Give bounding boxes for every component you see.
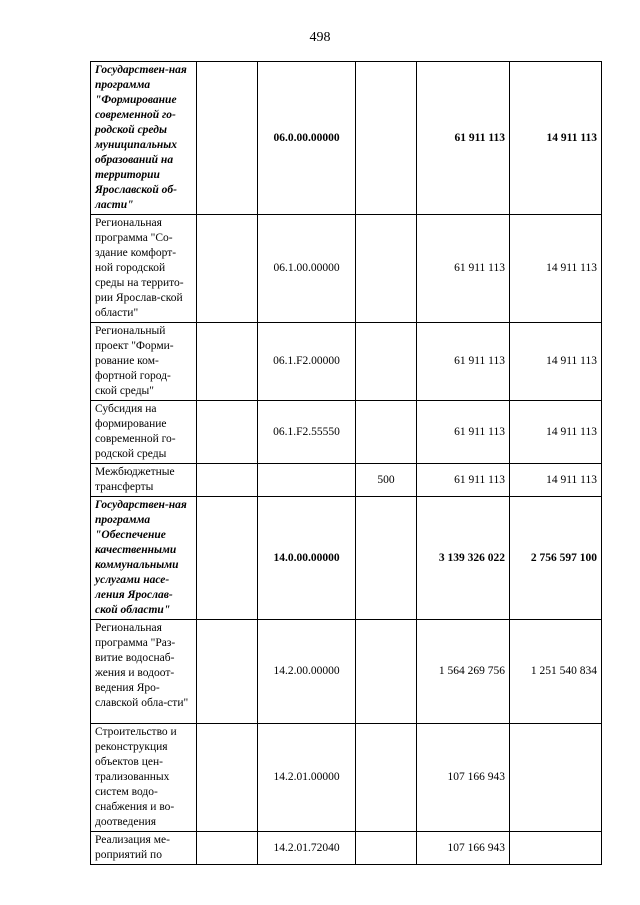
budget-table — [90, 61, 602, 865]
table-row — [91, 724, 602, 832]
row-expense-type-cell — [356, 724, 417, 832]
table-row — [91, 620, 602, 724]
table-row — [91, 62, 602, 215]
row-sum-2024-cell: 14 911 113 — [510, 62, 602, 215]
row-empty-cell — [197, 464, 258, 497]
table-row — [91, 832, 602, 865]
row-name-cell: Строительство и реконструкция объектов цен-трализованных систем водо-снабжения и во-доотведения — [91, 724, 197, 832]
row-code-cell: 14.0.00.00000 — [258, 497, 356, 620]
row-expense-type-cell — [356, 215, 417, 323]
row-expense-type-cell: 500 — [356, 464, 417, 497]
row-code-cell: 06.1.00.00000 — [258, 215, 356, 323]
table-row — [91, 497, 602, 620]
row-name-cell: Государствен-ная программа "Обеспечение качественными коммунальными услугами насе-ления Ярослав-ской области" — [91, 497, 197, 620]
row-empty-cell — [197, 323, 258, 401]
row-sum-2024-cell — [510, 724, 602, 832]
row-sum-2024-cell: 1 251 540 834 — [510, 620, 602, 724]
row-name-cell: Субсидия на формирование современной го-родской среды — [91, 401, 197, 464]
table-row — [91, 464, 602, 497]
row-code-cell: 06.1.F2.00000 — [258, 323, 356, 401]
row-code-cell — [258, 464, 356, 497]
row-sum-2023-cell: 3 139 326 022 — [417, 497, 510, 620]
row-empty-cell — [197, 724, 258, 832]
row-empty-cell — [197, 497, 258, 620]
row-expense-type-cell — [356, 497, 417, 620]
row-sum-2023-cell: 61 911 113 — [417, 215, 510, 323]
row-name-cell: Реализация ме-роприятий по — [91, 832, 197, 865]
table-row — [91, 215, 602, 323]
row-name-cell: Региональный проект "Форми-рование ком-фортной город-ской среды" — [91, 323, 197, 401]
row-code-cell: 06.1.F2.55550 — [258, 401, 356, 464]
row-sum-2023-cell: 61 911 113 — [417, 464, 510, 497]
row-code-cell: 06.0.00.00000 — [258, 62, 356, 215]
row-empty-cell — [197, 215, 258, 323]
table-row — [91, 401, 602, 464]
row-sum-2024-cell: 14 911 113 — [510, 464, 602, 497]
row-sum-2023-cell: 107 166 943 — [417, 724, 510, 832]
row-empty-cell — [197, 620, 258, 724]
row-name-cell: Государствен-ная программа "Формирование современной го-родской среды муниципальных образований на территории Ярославской об-ласти" — [91, 62, 197, 215]
row-expense-type-cell — [356, 620, 417, 724]
row-expense-type-cell — [356, 832, 417, 865]
row-sum-2023-cell: 61 911 113 — [417, 62, 510, 215]
row-name-cell: Межбюджетные трансферты — [91, 464, 197, 497]
row-sum-2023-cell: 61 911 113 — [417, 401, 510, 464]
row-sum-2024-cell: 14 911 113 — [510, 323, 602, 401]
table-row — [91, 323, 602, 401]
budget-table-body — [91, 62, 602, 865]
page-number: 498 — [309, 30, 331, 45]
row-expense-type-cell — [356, 401, 417, 464]
row-sum-2024-cell: 14 911 113 — [510, 401, 602, 464]
row-sum-2023-cell: 61 911 113 — [417, 323, 510, 401]
row-sum-2024-cell: 14 911 113 — [510, 215, 602, 323]
row-name-cell: Региональная программа "Раз-витие водоснаб-жения и водоот-ведения Яро-славской обла-сти" — [91, 620, 197, 724]
row-empty-cell — [197, 401, 258, 464]
row-sum-2023-cell: 107 166 943 — [417, 832, 510, 865]
row-code-cell: 14.2.00.00000 — [258, 620, 356, 724]
row-code-cell: 14.2.01.72040 — [258, 832, 356, 865]
row-expense-type-cell — [356, 62, 417, 215]
row-code-cell: 14.2.01.00000 — [258, 724, 356, 832]
row-sum-2023-cell: 1 564 269 756 — [417, 620, 510, 724]
row-empty-cell — [197, 832, 258, 865]
row-sum-2024-cell: 2 756 597 100 — [510, 497, 602, 620]
row-sum-2024-cell — [510, 832, 602, 865]
row-empty-cell — [197, 62, 258, 215]
row-name-cell: Региональная программа "Со-здание комфорт-ной городской среды на террито-рии Ярослав-ской области" — [91, 215, 197, 323]
row-expense-type-cell — [356, 323, 417, 401]
